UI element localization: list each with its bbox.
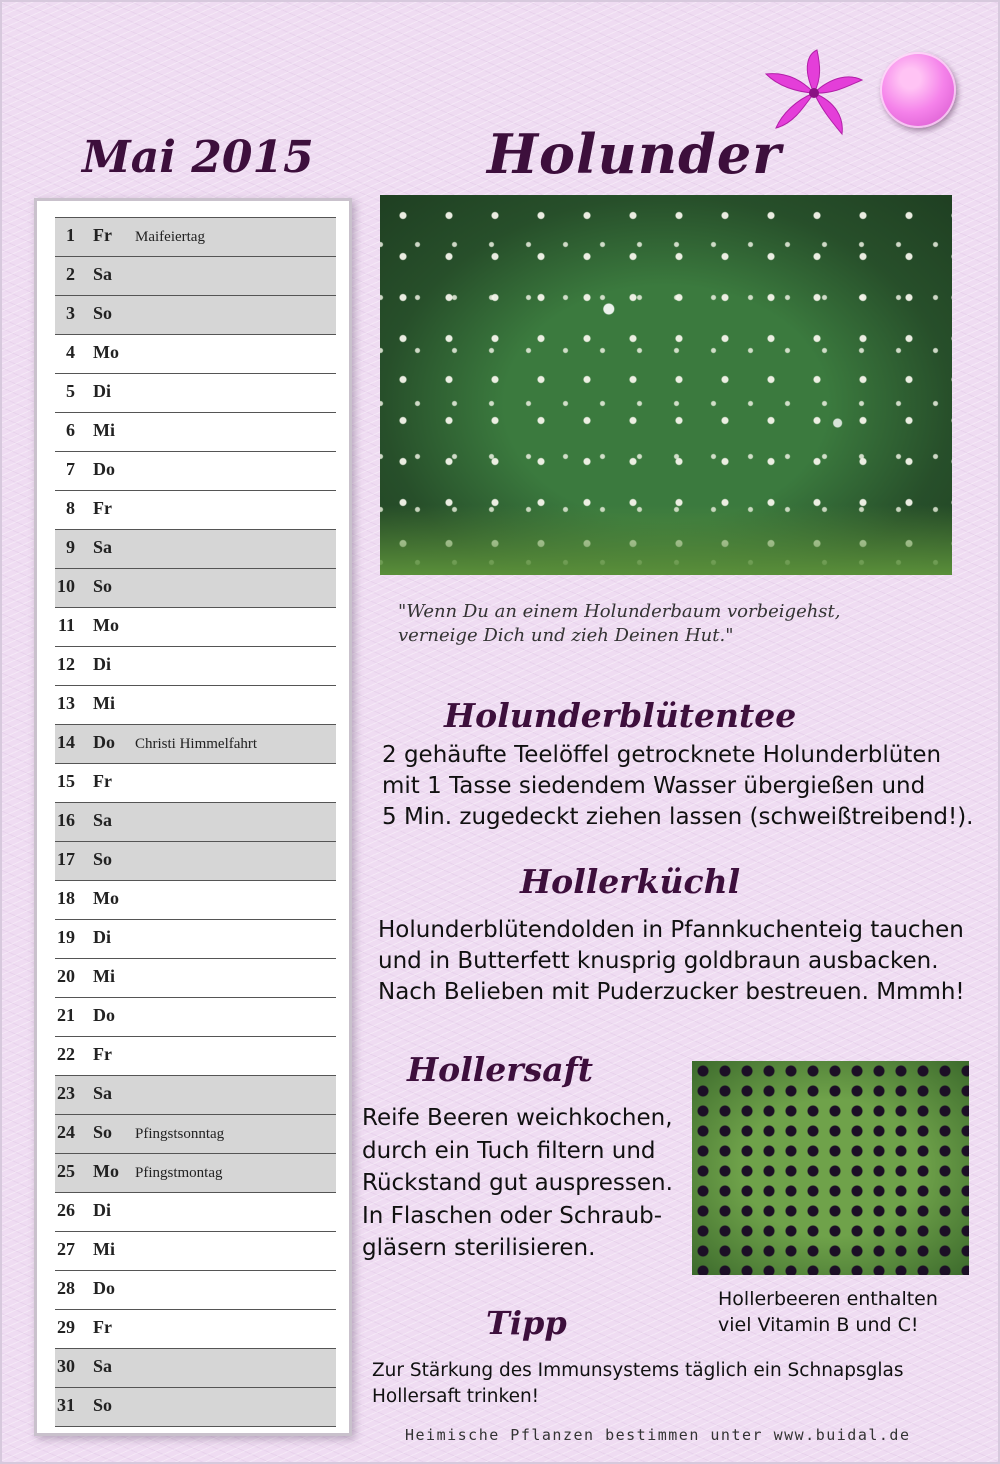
day-number: 6 xyxy=(66,420,75,440)
calendar-day-list xyxy=(55,217,336,1427)
month-title: Mai 2015 xyxy=(82,132,314,183)
day-number: 20 xyxy=(57,966,75,986)
day-weekday: Do xyxy=(93,1278,115,1298)
quote-line: verneige Dich und zieh Deinen Hut." xyxy=(398,625,734,646)
calendar-day-row xyxy=(55,1271,336,1310)
day-number: 4 xyxy=(66,342,75,362)
tea-text xyxy=(382,740,974,833)
day-weekday: Mi xyxy=(93,966,115,986)
calendar-day-row xyxy=(55,452,336,491)
day-weekday: Do xyxy=(93,732,115,752)
tea-line: 2 gehäufte Teelöffel getrocknete Holunderblüten xyxy=(382,742,942,768)
day-weekday: Mo xyxy=(93,888,119,908)
tea-line: mit 1 Tasse siedendem Wasser übergießen und xyxy=(382,773,926,799)
berry-caption xyxy=(718,1286,938,1338)
day-number: 24 xyxy=(57,1122,75,1142)
day-weekday: Di xyxy=(93,654,111,674)
day-holiday: Christi Himmelfahrt xyxy=(135,736,258,752)
day-weekday: Fr xyxy=(93,1044,112,1064)
day-number: 22 xyxy=(57,1044,75,1064)
calendar-day-row xyxy=(55,1037,336,1076)
calendar-day-row xyxy=(55,920,336,959)
calendar-day-row xyxy=(55,491,336,530)
day-weekday: So xyxy=(93,1122,113,1142)
saft-line: gläsern sterilisieren. xyxy=(362,1235,596,1261)
kuechl-text xyxy=(378,915,965,1008)
day-number: 8 xyxy=(66,498,75,518)
day-weekday: Do xyxy=(93,1005,115,1025)
day-holiday: Pfingstsonntag xyxy=(135,1126,225,1142)
day-weekday: Do xyxy=(93,459,115,479)
calendar-day-row xyxy=(55,1232,336,1271)
day-weekday: Sa xyxy=(93,537,113,557)
calendar-day-row xyxy=(55,1388,336,1427)
calendar-day-row xyxy=(55,1310,336,1349)
day-number: 12 xyxy=(57,654,75,674)
calendar-day-row xyxy=(55,608,336,647)
day-weekday: Mi xyxy=(93,693,115,713)
day-number: 7 xyxy=(66,459,75,479)
calendar-day-row xyxy=(55,530,336,569)
day-number: 25 xyxy=(57,1161,75,1181)
tea-heading: Holunderblütentee xyxy=(444,696,797,735)
calendar-day-row xyxy=(55,998,336,1037)
day-weekday: Sa xyxy=(93,1356,113,1376)
calendar-day-row xyxy=(55,413,336,452)
day-number: 23 xyxy=(57,1083,75,1103)
day-number: 27 xyxy=(57,1239,75,1259)
tipp-text xyxy=(372,1358,904,1410)
pink-button-icon xyxy=(880,52,956,128)
day-number: 30 xyxy=(57,1356,75,1376)
quote-line: "Wenn Du an einem Holunderbaum vorbeigehst, xyxy=(398,601,841,622)
day-weekday: Sa xyxy=(93,810,113,830)
day-number: 26 xyxy=(57,1200,75,1220)
calendar-day-row xyxy=(55,959,336,998)
quote xyxy=(398,600,841,648)
day-weekday: Mo xyxy=(93,615,119,635)
calendar-day-row xyxy=(55,217,336,257)
day-number: 18 xyxy=(57,888,75,908)
day-weekday: Mi xyxy=(93,420,115,440)
day-weekday: So xyxy=(93,576,113,596)
calendar-day-row xyxy=(55,1193,336,1232)
day-number: 10 xyxy=(57,576,75,596)
berry-caption-line: viel Vitamin B und C! xyxy=(718,1314,919,1336)
day-weekday: Mo xyxy=(93,342,119,362)
saft-line: durch ein Tuch filtern und xyxy=(362,1137,656,1164)
calendar-day-row xyxy=(55,764,336,803)
saft-line: Reife Beeren weichkochen, xyxy=(362,1105,673,1131)
day-number: 29 xyxy=(57,1317,75,1337)
calendar-day-row xyxy=(55,1076,336,1115)
tea-line: 5 Min. zugedeckt ziehen lassen (schweißtreibend!). xyxy=(382,804,974,830)
day-number: 13 xyxy=(57,693,75,713)
kuechl-heading: Hollerküchl xyxy=(520,862,741,901)
day-weekday: Mo xyxy=(93,1161,119,1181)
day-number: 21 xyxy=(57,1005,75,1025)
berry-caption-line: Hollerbeeren enthalten xyxy=(718,1288,938,1310)
day-weekday: So xyxy=(93,1395,113,1415)
saft-heading: Hollersaft xyxy=(407,1050,594,1089)
calendar-day-row xyxy=(55,647,336,686)
saft-text xyxy=(362,1102,673,1265)
calendar-frame xyxy=(34,198,352,1436)
day-weekday: So xyxy=(93,303,113,323)
calendar-day-row xyxy=(55,374,336,413)
calendar-day-row xyxy=(55,1154,336,1193)
day-number: 11 xyxy=(57,615,75,635)
calendar-day-row xyxy=(55,842,336,881)
day-number: 31 xyxy=(57,1395,75,1415)
tipp-line: Zur Stärkung des Immunsystems täglich ein Schnapsglas xyxy=(372,1360,904,1381)
day-weekday: Di xyxy=(93,381,111,401)
day-holiday: Maifeiertag xyxy=(135,229,205,245)
kuechl-line: Nach Belieben mit Puderzucker bestreuen. Mmmh! xyxy=(378,979,965,1005)
calendar-day-row xyxy=(55,296,336,335)
calendar-day-row xyxy=(55,803,336,842)
calendar-day-row xyxy=(55,1349,336,1388)
day-weekday: Di xyxy=(93,927,111,947)
day-number: 14 xyxy=(57,732,75,752)
footer-link-text: Heimische Pflanzen bestimmen unter www.buidal.de xyxy=(405,1426,911,1444)
day-number: 15 xyxy=(57,771,75,791)
day-weekday: Di xyxy=(93,1200,111,1220)
elderberry-photo xyxy=(692,1061,969,1275)
day-weekday: Mi xyxy=(93,1239,115,1259)
day-weekday: Fr xyxy=(93,771,112,791)
kuechl-line: Holunderblütendolden in Pfannkuchenteig tauchen xyxy=(378,917,964,943)
calendar-day-row xyxy=(55,569,336,608)
day-number: 28 xyxy=(57,1278,75,1298)
saft-line: Rückstand gut auspressen. xyxy=(362,1170,673,1196)
saft-line: In Flaschen oder Schraub- xyxy=(362,1202,663,1229)
tipp-line: Hollersaft trinken! xyxy=(372,1386,540,1407)
kuechl-line: und in Butterfett knusprig goldbraun ausbacken. xyxy=(378,948,939,974)
elder-bush-photo xyxy=(380,195,952,575)
day-weekday: Sa xyxy=(93,1083,113,1103)
day-weekday: Fr xyxy=(93,1317,112,1337)
day-number: 19 xyxy=(57,927,75,947)
day-weekday: Fr xyxy=(93,498,112,518)
plant-title: Holunder xyxy=(487,122,782,186)
day-holiday: Pfingstmontag xyxy=(135,1165,223,1181)
calendar-day-row xyxy=(55,686,336,725)
calendar-day-row xyxy=(55,335,336,374)
day-number: 5 xyxy=(66,381,75,401)
calendar-day-row xyxy=(55,257,336,296)
day-number: 16 xyxy=(57,810,75,830)
day-number: 3 xyxy=(66,303,75,323)
day-number: 9 xyxy=(66,537,75,557)
day-number: 17 xyxy=(57,849,75,869)
calendar-day-row xyxy=(55,881,336,920)
calendar-day-row xyxy=(55,1115,336,1154)
calendar-day-row xyxy=(55,725,336,764)
day-weekday: Fr xyxy=(93,225,112,245)
tipp-heading: Tipp xyxy=(486,1304,567,1342)
day-number: 1 xyxy=(66,225,75,245)
day-weekday: So xyxy=(93,849,113,869)
day-weekday: Sa xyxy=(93,264,113,284)
day-number: 2 xyxy=(66,264,75,284)
